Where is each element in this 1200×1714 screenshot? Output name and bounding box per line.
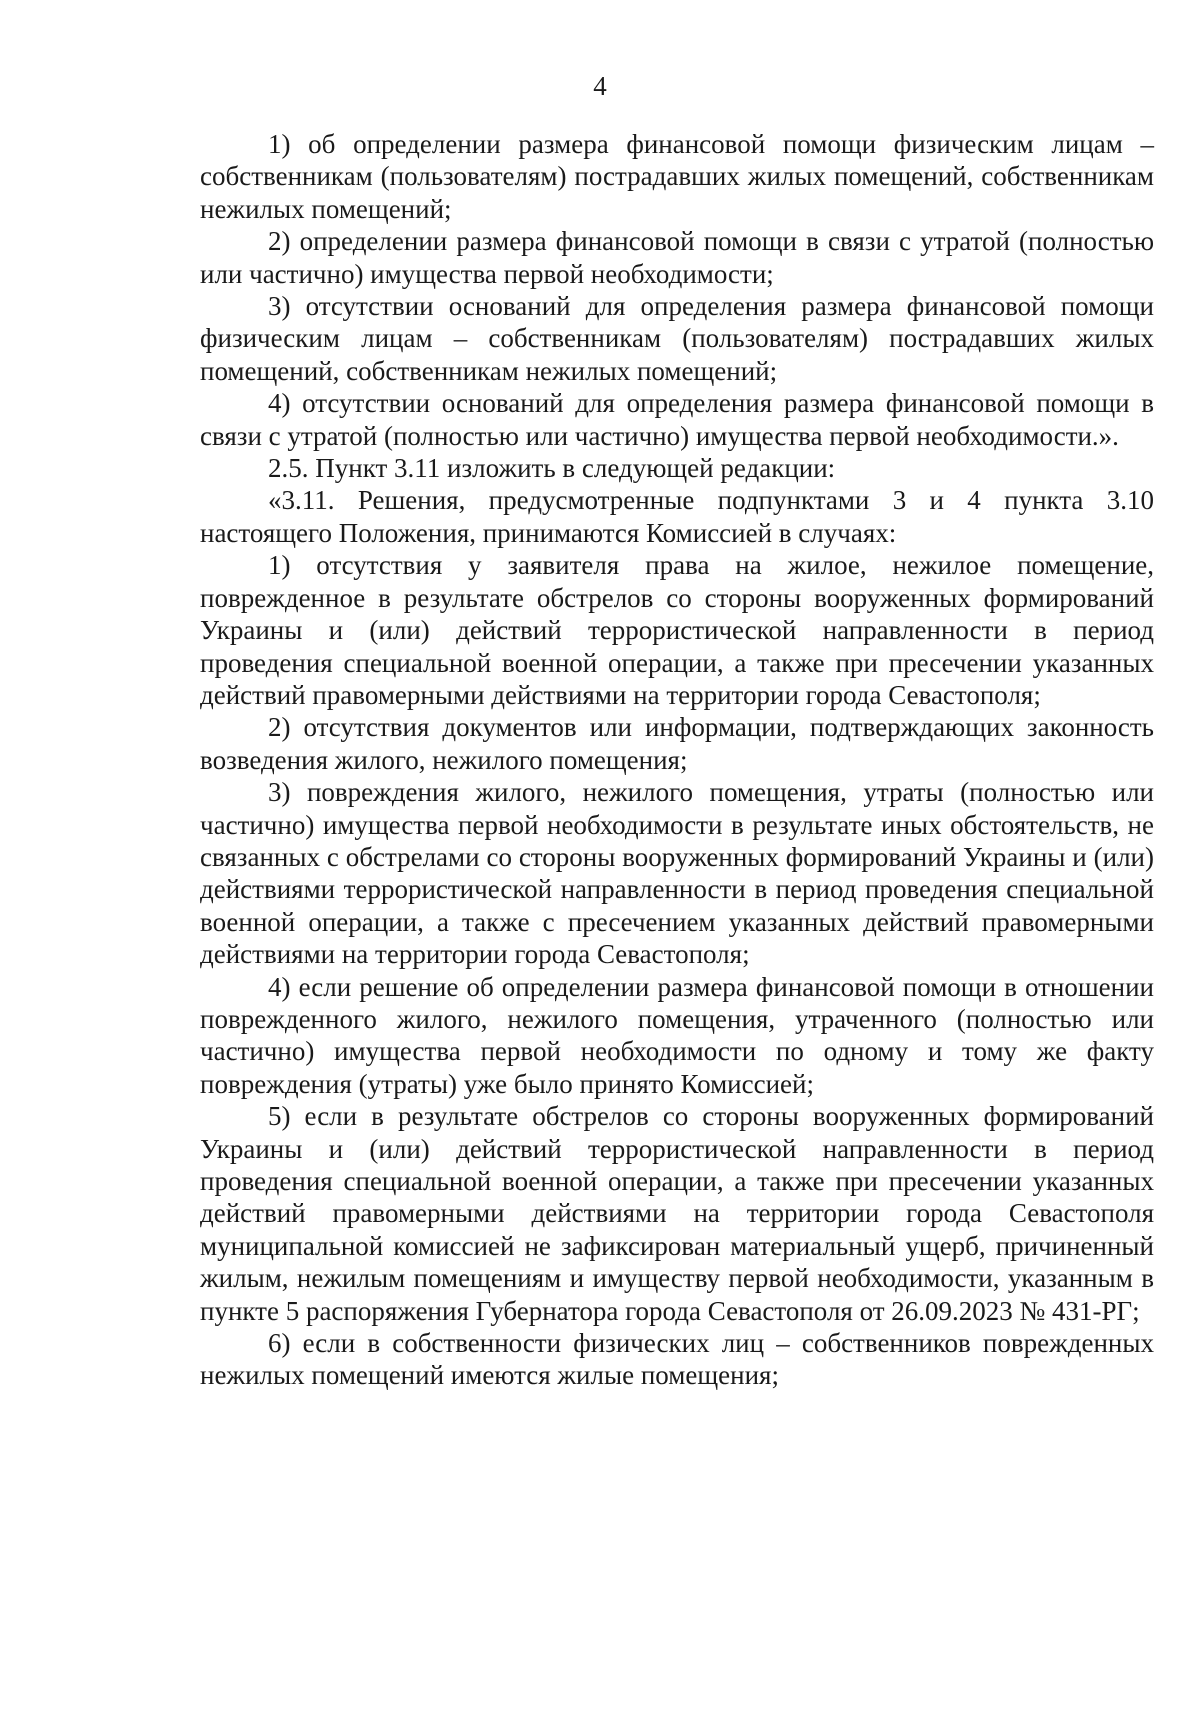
paragraph: 4) если решение об определении размера финансовой помощи в отношении поврежденного жилого, нежилого помещения, утраченного (полностью или частично) имущества первой необходимости по одному и тому же факту повреждения (утраты) уже было принято Комиссией;: [200, 971, 1154, 1099]
document-body: [200, 128, 1154, 1392]
paragraph: 2) отсутствия документов или информации, подтверждающих законность возведения жилого, нежилого помещения;: [200, 712, 1154, 775]
paragraph: 2.5. Пункт 3.11 изложить в следующей редакции:: [268, 453, 836, 484]
paragraph: 1) отсутствия у заявителя права на жилое, нежилое помещение, поврежденное в результате обстрелов со стороны вооруженных формирований Украины и (или) действий террористической направленности в период проведения специальной военной операции, а также при пресечении указанных действий правомерными действиями на территории города Севастополя;: [200, 550, 1154, 710]
paragraph: 4) отсутствии оснований для определения размера финансовой помощи в связи с утратой (полностью или частично) имущества первой необходимости.».: [200, 388, 1154, 451]
paragraph: 2) определении размера финансовой помощи в связи с утратой (полностью или частично) имущества первой необходимости;: [200, 226, 1154, 289]
paragraph: 1) об определении размера финансовой помощи физическим лицам – собственникам (пользователям) пострадавших жилых помещений, собственникам нежилых помещений;: [200, 129, 1154, 224]
paragraph: 3) отсутствии оснований для определения размера финансовой помощи физическим лицам – собственникам (пользователям) пострадавших жилых помещений, собственникам нежилых помещений;: [200, 291, 1154, 386]
paragraph: 5) если в результате обстрелов со стороны вооруженных формирований Украины и (или) действий террористической направленности в период проведения специальной военной операции, а также при пресечении указанных действий правомерными действиями на территории города Севастополя муниципальной комиссией не зафиксирован материальный ущерб, причиненный жилым, нежилым помещениям и имуществу первой необходимости, указанным в пункте 5 распоряжения Губернатора города Севастополя от 26.09.2023 № 431-РГ;: [200, 1101, 1154, 1326]
paragraph: 6) если в собственности физических лиц – собственников поврежденных нежилых помещений имеются жилые помещения;: [200, 1328, 1154, 1391]
paragraph: 3) повреждения жилого, нежилого помещения, утраты (полностью или частично) имущества первой необходимости в результате иных обстоятельств, не связанных с обстрелами со стороны вооруженных формирований Украины и (или) действиями террористической направленности в период проведения специальной военной операции, а также с пресечением указанных действий правомерными действиями на территории города Севастополя;: [200, 777, 1154, 970]
page-number: 4: [593, 71, 607, 101]
paragraph: «3.11. Решения, предусмотренные подпунктами 3 и 4 пункта 3.10 настоящего Положения, принимаются Комиссией в случаях:: [200, 485, 1154, 548]
